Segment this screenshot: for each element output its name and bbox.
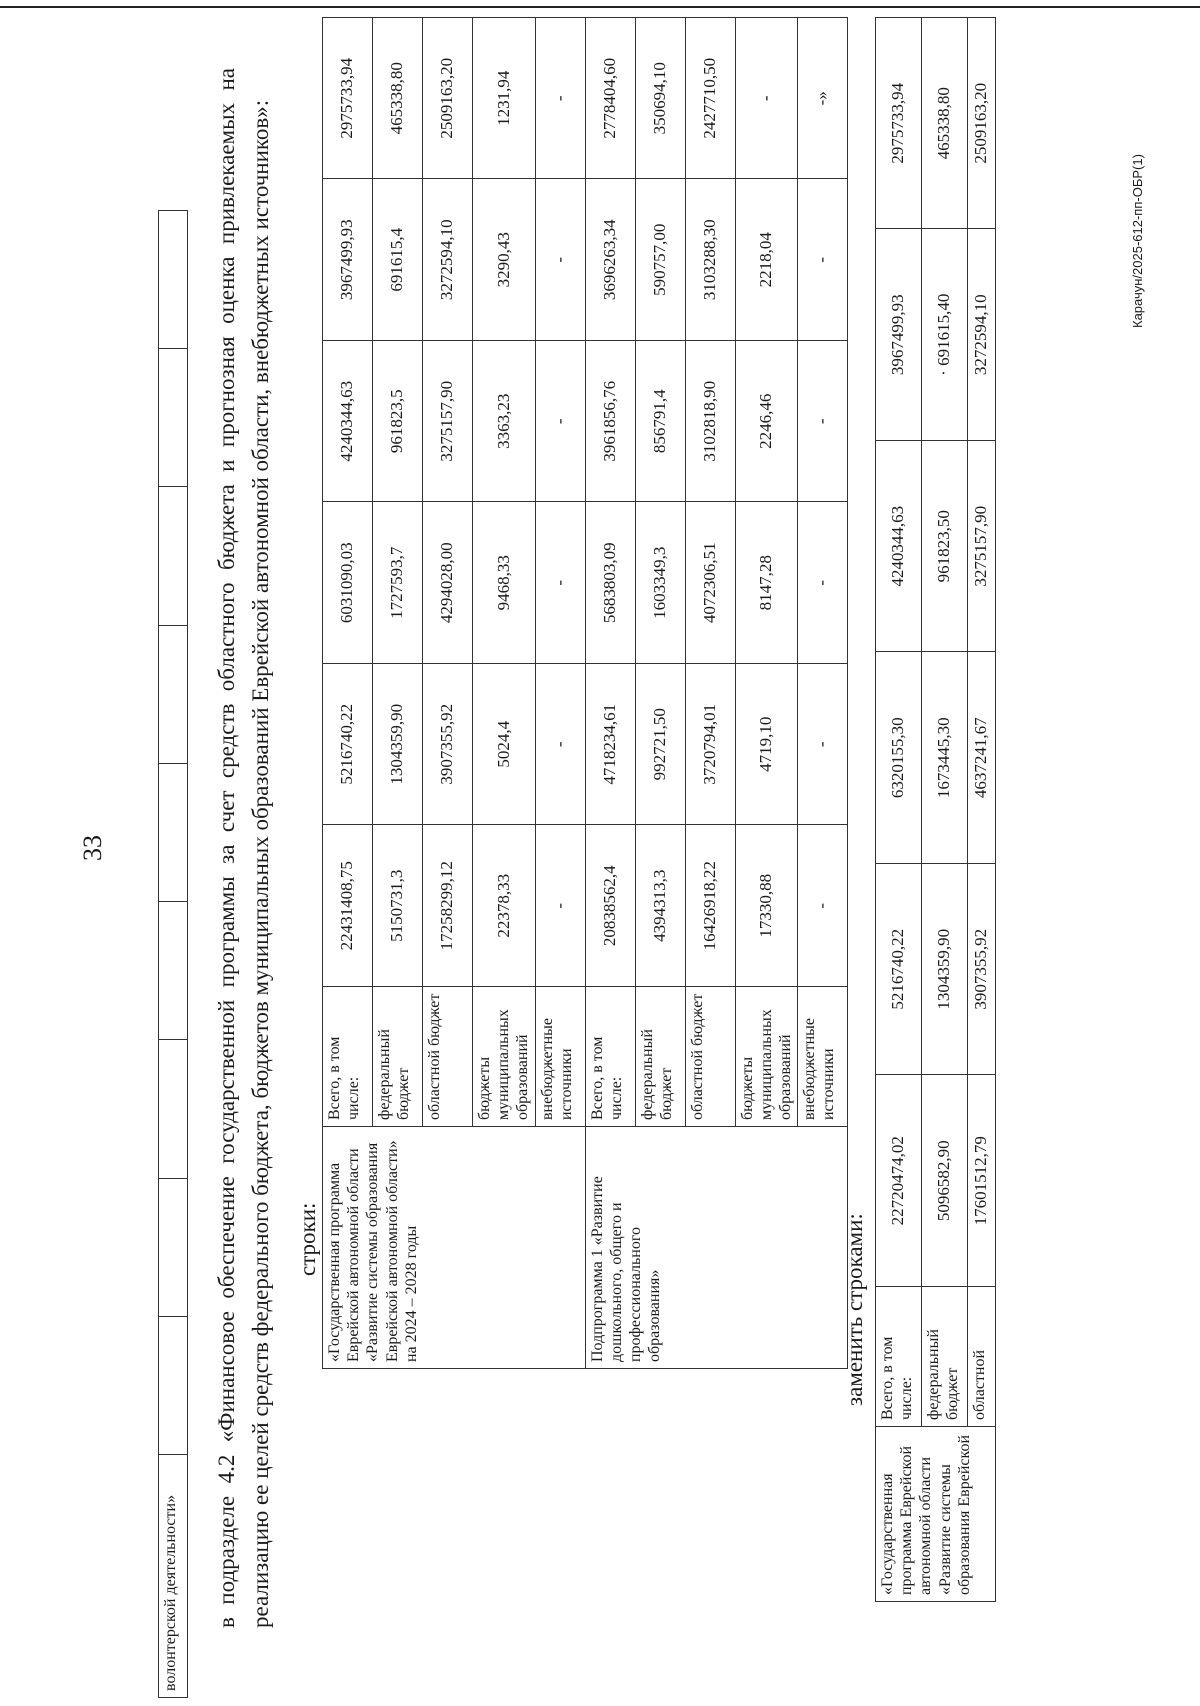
- value-cell: 3907355,92: [423, 664, 473, 826]
- value-cell: 4719,10: [735, 664, 798, 826]
- value-cell: 3907355,92: [968, 864, 996, 1076]
- top-table: [158, 210, 188, 1698]
- bottom-table-body: [876, 18, 996, 1602]
- value-cell: 5024,4: [473, 664, 536, 826]
- value-cell: 1603349,3: [635, 502, 685, 664]
- value-cell: 3961856,76: [585, 341, 635, 503]
- value-cell: 3272594,10: [423, 179, 473, 341]
- funding-source-cell: федеральный бюджет: [373, 987, 423, 1127]
- funding-source-cell: внебюджетные источники: [798, 987, 848, 1127]
- value-cell: 5683803,09: [585, 502, 635, 664]
- value-cell: -: [798, 664, 848, 826]
- value-cell: 17601512,79: [968, 1075, 996, 1287]
- value-cell: 4637241,67: [968, 652, 996, 864]
- value-cell: -: [535, 502, 585, 664]
- value-cell: -: [798, 825, 848, 987]
- value-cell: 2218,04: [735, 179, 798, 341]
- top-table-cell: [159, 1040, 188, 1178]
- value-cell: 3275157,90: [968, 441, 996, 653]
- value-cell: 6031090,03: [323, 502, 373, 664]
- program-name-cell: «Государственная программа Еврейской автономной области «Развитие системы образования Еврейской: [876, 1427, 996, 1602]
- value-cell: -: [535, 179, 585, 341]
- table-row: [876, 18, 922, 1602]
- value-cell: 1727593,7: [373, 502, 423, 664]
- value-cell: 691615,4: [373, 179, 423, 341]
- value-cell: 3275157,90: [423, 341, 473, 503]
- top-table-cell: [159, 902, 188, 1040]
- value-cell: 5150731,3: [373, 825, 423, 987]
- value-cell: 961823,5: [373, 341, 423, 503]
- value-cell: 465338,80: [922, 18, 968, 230]
- funding-source-cell: федеральный бюджет: [635, 987, 685, 1127]
- main-table-body: [323, 18, 848, 1369]
- value-cell: -: [535, 341, 585, 503]
- value-cell: 5096582,90: [922, 1075, 968, 1287]
- value-cell: 3363,23: [473, 341, 536, 503]
- top-table-row: [159, 211, 188, 1698]
- stroki-label: строки:: [295, 1202, 320, 1276]
- value-cell: 2778404,60: [585, 18, 635, 180]
- value-cell: 2246,46: [735, 341, 798, 503]
- section-paragraph: в подразделе 4.2 «Финансовое обеспечение государственной программы за счет средств областного бюджета и прогнозная оценка привлекаемых на реализацию ее целей средств федерального бюджета, бюджетов муниципальных образований Еврейской автономной области, внебюджетных источников»:: [214, 68, 273, 1628]
- value-cell: · 691615,40: [922, 229, 968, 441]
- value-cell: 350694,10: [635, 18, 685, 180]
- value-cell: 4394313,3: [635, 825, 685, 987]
- value-cell: 4294028,00: [423, 502, 473, 664]
- top-table-cell: [159, 1316, 188, 1454]
- value-cell: 3272594,10: [968, 229, 996, 441]
- value-cell: 4240344,63: [323, 341, 373, 503]
- funding-source-cell: федеральный бюджет: [922, 1287, 968, 1427]
- value-cell: 3290,43: [473, 179, 536, 341]
- value-cell: 3720794,01: [685, 664, 735, 826]
- top-table-cell: [159, 487, 188, 625]
- value-cell: 1304359,90: [373, 664, 423, 826]
- value-cell: 17330,88: [735, 825, 798, 987]
- value-cell: 2427710,50: [685, 18, 735, 180]
- funding-source-cell: бюджеты муниципальных образований: [735, 987, 798, 1127]
- value-cell: 2509163,20: [423, 18, 473, 180]
- funding-source-cell: областной бюджет: [685, 987, 735, 1127]
- value-cell: 590757,00: [635, 179, 685, 341]
- value-cell: 20838562,4: [585, 825, 635, 987]
- value-cell: -: [535, 825, 585, 987]
- value-cell: 5216740,22: [876, 864, 922, 1076]
- value-cell: 2975733,94: [876, 18, 922, 230]
- top-table-cell: [159, 349, 188, 487]
- top-table-cell: [159, 763, 188, 901]
- value-cell: 961823,50: [922, 441, 968, 653]
- value-cell: 2975733,94: [323, 18, 373, 180]
- main-table: [322, 17, 848, 1369]
- funding-source-cell: Всего, в том числе:: [876, 1287, 922, 1427]
- page-number: 33: [78, 835, 107, 861]
- value-cell: 4072306,51: [685, 502, 735, 664]
- funding-source-cell: внебюджетные источники: [535, 987, 585, 1127]
- funding-source-cell: областной бюджет: [423, 987, 473, 1127]
- top-table-cell: [159, 625, 188, 763]
- value-cell: 4240344,63: [876, 441, 922, 653]
- value-cell: 2509163,20: [968, 18, 996, 230]
- program-name-cell: «Государственная программа Еврейской автономной области «Развитие системы образования Еврейской автономной области» на 2024 – 2028 годы: [323, 1127, 586, 1369]
- funding-source-cell: бюджеты муниципальных образований: [473, 987, 536, 1127]
- value-cell: 3696263,34: [585, 179, 635, 341]
- value-cell: 22431408,75: [323, 825, 373, 987]
- funding-source-cell: Всего, в том числе:: [323, 987, 373, 1127]
- value-cell: 17258299,12: [423, 825, 473, 987]
- top-table-cell: [159, 211, 188, 349]
- bottom-table: [875, 17, 996, 1602]
- program-name-cell: Подпрограмма 1 «Развитие дошкольного, общего и профессионального образования»: [585, 1127, 848, 1369]
- value-cell: 4718234,61: [585, 664, 635, 826]
- value-cell: -: [535, 18, 585, 180]
- value-cell: 5216740,22: [323, 664, 373, 826]
- value-cell: 992721,50: [635, 664, 685, 826]
- table-row: [585, 18, 635, 1369]
- footer-code: Карачун/2025-612-пп-ОБР(1): [1130, 154, 1145, 328]
- table-row: [968, 18, 996, 1602]
- value-cell: 16426918,22: [685, 825, 735, 987]
- value-cell: 3967499,93: [876, 229, 922, 441]
- value-cell: 3103288,30: [685, 179, 735, 341]
- value-cell: -: [798, 341, 848, 503]
- value-cell: 3967499,93: [323, 179, 373, 341]
- value-cell: -: [798, 179, 848, 341]
- value-cell: 1231,94: [473, 18, 536, 180]
- value-cell: 465338,80: [373, 18, 423, 180]
- value-cell: 1304359,90: [922, 864, 968, 1076]
- value-cell: -: [535, 664, 585, 826]
- top-table-cell-label: волонтерской деятельности»: [159, 1455, 188, 1698]
- value-cell: -»: [798, 18, 848, 180]
- top-table-cell: [159, 1178, 188, 1316]
- value-cell: -: [735, 18, 798, 180]
- value-cell: 6320155,30: [876, 652, 922, 864]
- funding-source-cell: областной: [968, 1287, 996, 1427]
- value-cell: 22378,33: [473, 825, 536, 987]
- value-cell: 3102818,90: [685, 341, 735, 503]
- funding-source-cell: Всего, в том числе:: [585, 987, 635, 1127]
- value-cell: 9468,33: [473, 502, 536, 664]
- zamenit-label: заменить строками:: [842, 1213, 867, 1406]
- value-cell: 22720474,02: [876, 1075, 922, 1287]
- value-cell: 8147,28: [735, 502, 798, 664]
- value-cell: -: [798, 502, 848, 664]
- table-row: [922, 18, 968, 1602]
- table-row: [323, 18, 373, 1369]
- value-cell: 1673445,30: [922, 652, 968, 864]
- value-cell: 856791,4: [635, 341, 685, 503]
